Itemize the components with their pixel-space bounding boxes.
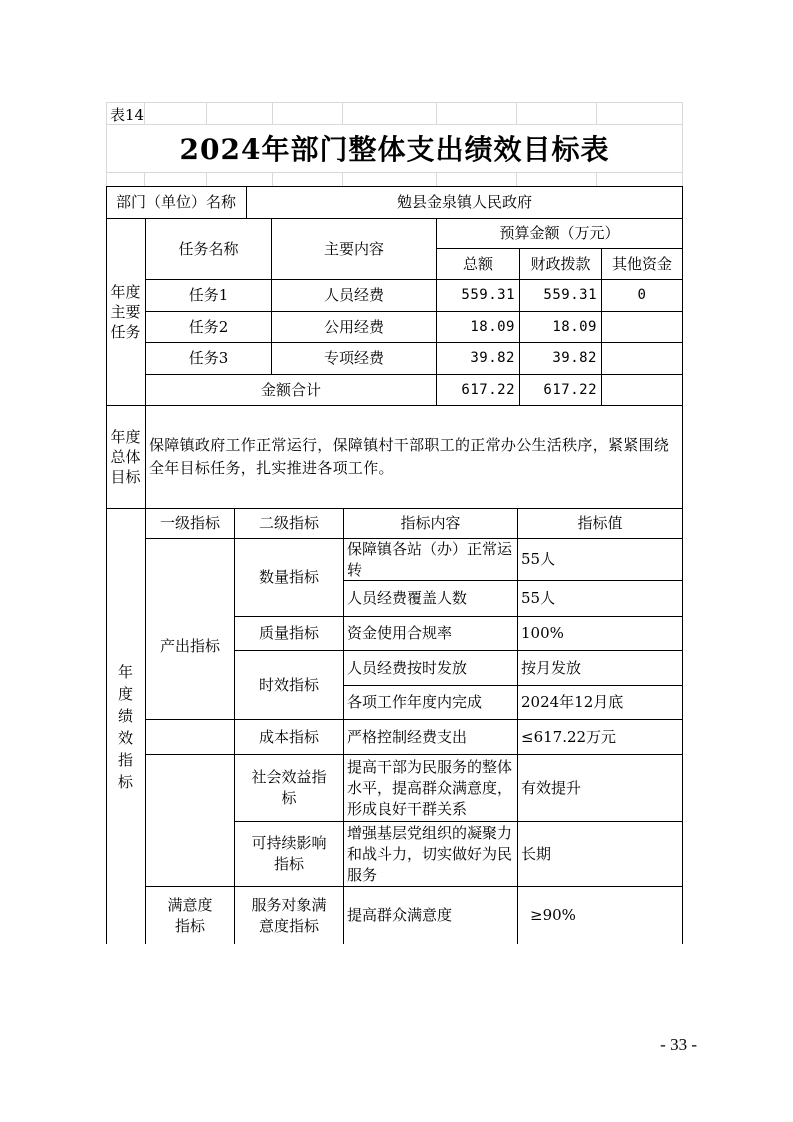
header-content: 指标内容 (400, 514, 461, 532)
perf-section-text: 年度绩效指标 (117, 662, 133, 791)
indicator-value: 长期 (521, 844, 552, 863)
indicator-value: 100% (521, 624, 564, 642)
indicator-content: 增强基层党组织的凝聚力和战斗力，切实做好为民服务 (347, 823, 513, 884)
task-total: 559.31 (461, 287, 515, 303)
dept-label: 部门（单位）名称 (115, 193, 236, 211)
task-fiscal: 18.09 (552, 318, 597, 335)
l2-sustainability: 可持续影响指标 (251, 834, 327, 873)
task-other: 0 (637, 287, 647, 303)
indicator-value: 有效提升 (521, 778, 582, 797)
l2-timeliness: 时效指标 (258, 675, 319, 694)
task-total: 39.82 (470, 350, 515, 366)
header-task-content: 主要内容 (323, 239, 384, 258)
indicator-content: 各项工作年度内完成 (347, 693, 483, 711)
goal-text: 保障镇政府工作正常运行，保障镇村干部职工的正常办公生活秩序，紧紧围绕全年目标任务，扎实推进各项工作。 (149, 436, 670, 477)
sum-label: 金额合计 (260, 380, 321, 399)
sum-fiscal: 617.22 (543, 381, 597, 398)
goal-section-text: 年度总体目标 (110, 428, 141, 486)
indicator-content: 资金使用合规率 (347, 624, 453, 642)
dept-value: 勉县金泉镇人民政府 (396, 193, 532, 211)
perf-section-label (106, 509, 145, 944)
output-indicator-label: 产出指标 (159, 637, 220, 655)
header-task-name: 任务名称 (178, 239, 239, 258)
header-other: 其他资金 (611, 254, 672, 273)
task-total: 18.09 (470, 318, 515, 335)
indicator-content: 提高干部为民服务的整体水平，提高群众满意度，形成良好干群关系 (347, 757, 513, 818)
satisfaction-indicator-label: 满意度指标 (167, 895, 213, 935)
sum-total: 617.22 (461, 381, 515, 398)
page-number: - 33 - (660, 1035, 697, 1054)
indicator-value: 按月发放 (521, 658, 582, 677)
task-other (602, 312, 682, 342)
l2-satisfaction: 服务对象满意度指标 (251, 895, 327, 935)
page-title: 2024年部门整体支出绩效目标表 (179, 133, 610, 166)
indicator-value: 55人 (521, 589, 556, 607)
header-l2: 二级指标 (258, 514, 319, 532)
task-content: 专项经费 (323, 349, 384, 367)
indicator-value: ≥90% (530, 906, 576, 924)
l2-quantity: 数量指标 (258, 568, 319, 586)
indicator-content: 严格控制经费支出 (347, 727, 468, 746)
task-fiscal: 39.82 (552, 350, 597, 366)
header-value: 指标值 (577, 514, 623, 532)
task-name: 任务3 (188, 349, 229, 367)
indicator-content: 提高群众满意度 (347, 906, 453, 924)
tasks-section-label (106, 219, 145, 405)
indicator-content: 人员经费覆盖人数 (347, 589, 468, 607)
tasks-section-text: 年度主要任务 (110, 283, 141, 341)
task-other (602, 343, 682, 374)
header-fiscal: 财政拨款 (530, 254, 591, 273)
goal-section-label (106, 406, 145, 508)
l2-social-benefit: 社会效益指标 (251, 768, 327, 807)
table-label: 表14 (110, 106, 145, 124)
task-content: 公用经费 (323, 317, 384, 336)
header-budget: 预算金额（万元） (499, 224, 620, 242)
indicator-value: ≤617.22万元 (521, 727, 617, 746)
l2-cost: 成本指标 (258, 727, 319, 746)
indicator-value: 55人 (521, 550, 556, 568)
indicator-content: 保障镇各站（办）正常运转 (347, 539, 513, 579)
task-name: 任务2 (188, 317, 229, 336)
task-fiscal: 559.31 (543, 287, 597, 303)
indicator-content: 人员经费按时发放 (347, 658, 468, 677)
indicator-value: 2024年12月底 (521, 693, 624, 711)
header-l1: 一级指标 (159, 514, 220, 532)
header-total: 总额 (462, 254, 493, 273)
task-name: 任务1 (188, 286, 229, 304)
task-content: 人员经费 (323, 286, 384, 304)
l2-quality: 质量指标 (258, 624, 319, 642)
